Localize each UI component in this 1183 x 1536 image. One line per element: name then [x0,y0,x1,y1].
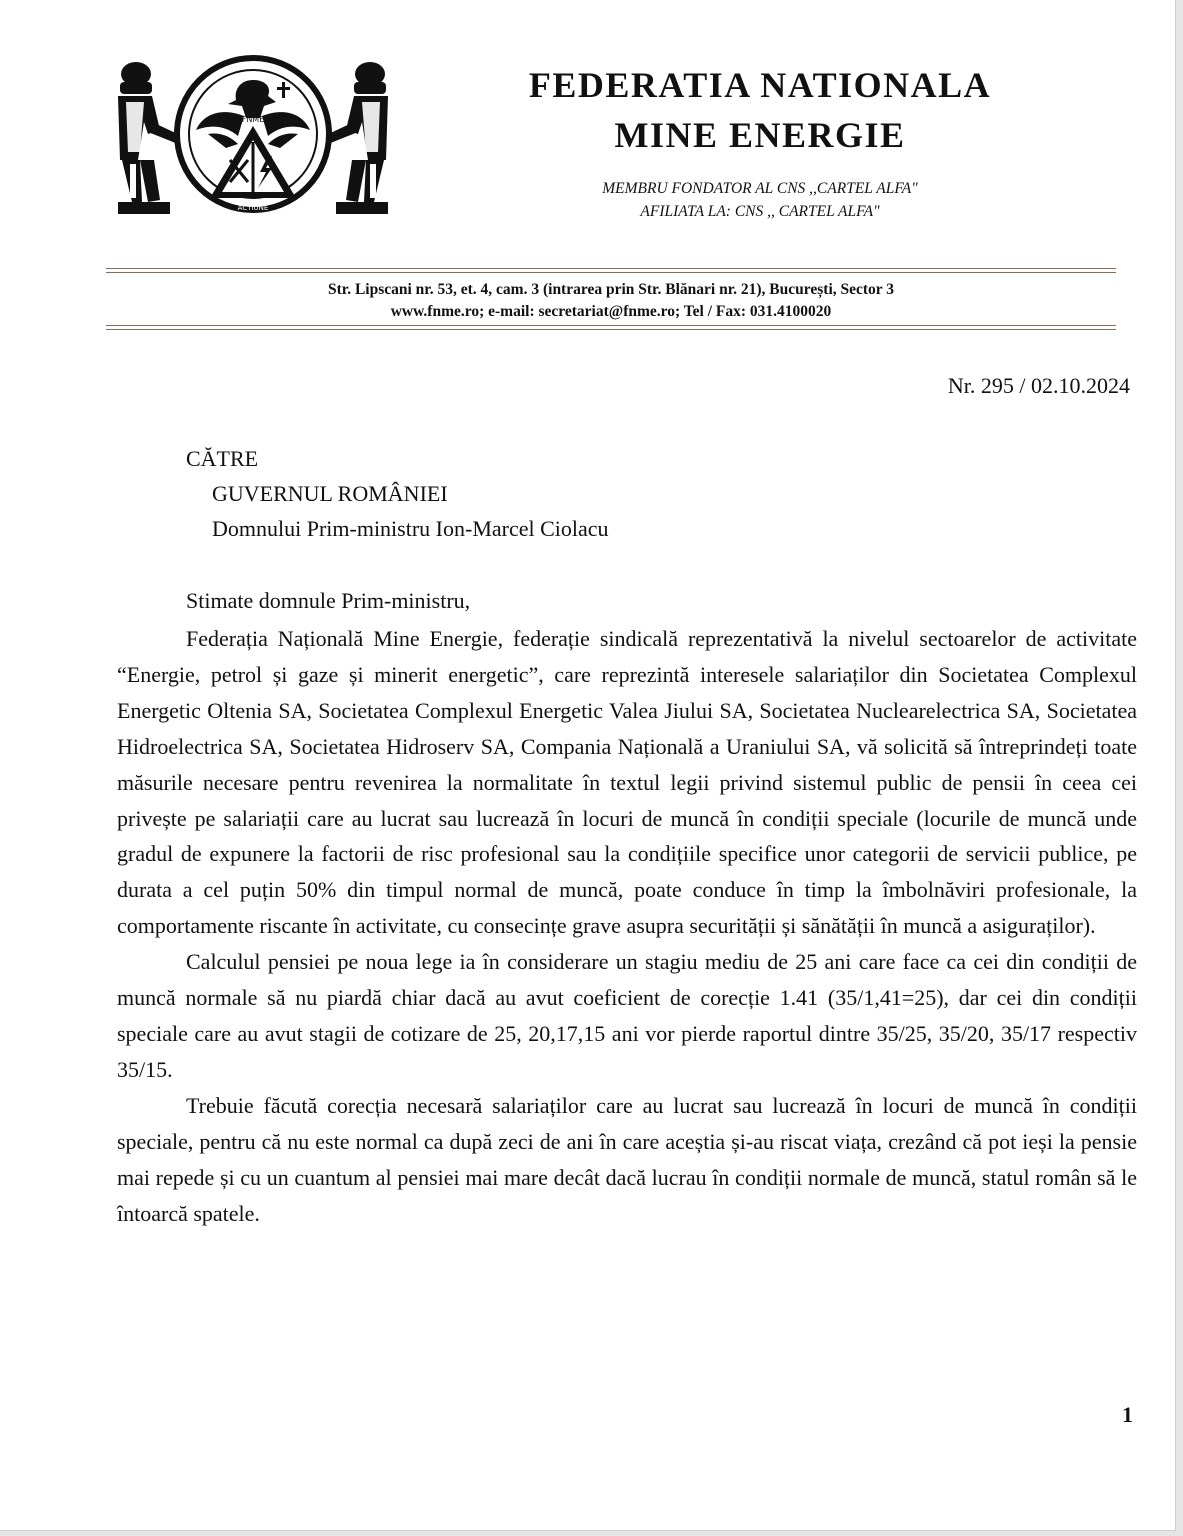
contact-line: www.fnme.ro; e-mail: secretariat@fnme.ro; Tel / Fax: 031.4100020 [390,303,832,320]
addressee-line3: Domnului Prim-ministru Ion-Marcel Ciolacu [212,516,609,541]
header-rule-bottom-second [106,329,1116,330]
affiliation-line1: MEMBRU FONDATOR AL CNS ,,CARTEL ALFA" [602,180,918,197]
body-paragraph: Trebuie făcută corecția necesară salariaților care au lucrat sau lucrează în locuri de muncă în condiții speciale, pentru că nu este normal ca după zeci de ani în care aceștia și-au riscat viața, crezând că pot ieși la pensie mai repede și cu un cuantum al pensiei mai mare decât dacă lucrau în condiții normale de muncă, statul român să le întoarcă spatele. [117,1092,1137,1226]
body-paragraph: Calculul pensiei pe noua lege ia în considerare un stagiu mediu de 25 ani care face ca cei din condiții de muncă normale să nu piardă chiar dacă au avut coeficient de corecție 1.41 (35/1,41=25), dar cei din condiții speciale care au avut stagii de cotizare de 25, 20,17,15 ani vor pierde raportul dintre 35/25, 35/20, 35/17 respectiv 35/15. [117,949,1137,1082]
addressee-line2: GUVERNUL ROMÂNIEI [212,481,448,506]
letter-body [117,621,1137,1231]
document-number: Nr. 295 / 02.10.2024 [947,373,1130,398]
addressee-line1: CĂTRE [186,446,259,471]
address-line: Str. Lipscani nr. 53, et. 4, cam. 3 (intrarea prin Str. Blănari nr. 21), București, Sector 3 [327,281,895,298]
fnme-emblem-icon [108,52,398,227]
header-rule-bottom [106,325,1116,326]
greeting: Stimate domnule Prim-ministru, [186,588,471,613]
body-paragraph: Federația Națională Mine Energie, federație sindicală reprezentativă la nivelul sectoarelor de activitate “Energie, petrol și gaze și minerit energetic”, care reprezintă interesele salariaților din Societatea Complexul Energetic Oltenia SA, Societatea Complexul Energetic Valea Jiului SA, Societatea Nuclearelectrica SA, Societatea Hidroelectrica SA, Societatea Hidroserv SA, Compania Națională a Uraniului SA, vă solicită să întreprindeți toate măsurile necesare pentru revenirea la normalitate în textul legii privind sistemul public de pensii în ceea cei privește pe salariații care au lucrat sau lucrează în locuri de muncă în condiții speciale (locurile de muncă unde gradul de expunere la factorii de risc profesional sau la condițiile specifice unor categorii de servicii publice, pe durata a cel puțin 50% din timpul normal de muncă, poate conduce în timp la îmbolnăviri profesionale, la comportamente riscante în activitate, cu consecințe grave asupra securității și sănătății în muncă a asiguraților). [117,626,1137,939]
org-title-line1: FEDERATIA NATIONALA [528,65,992,105]
header-rule-top-second [106,272,1116,273]
page-number: 1 [1122,1402,1133,1427]
header-rule-top [106,268,1116,269]
org-title-line2: MINE ENERGIE [614,115,906,155]
affiliation-line2: AFILIATA LA: CNS ,, CARTEL ALFA" [640,203,880,220]
svg-text:FNME: FNME [241,115,265,124]
svg-text:ACTIUNE: ACTIUNE [237,204,269,212]
